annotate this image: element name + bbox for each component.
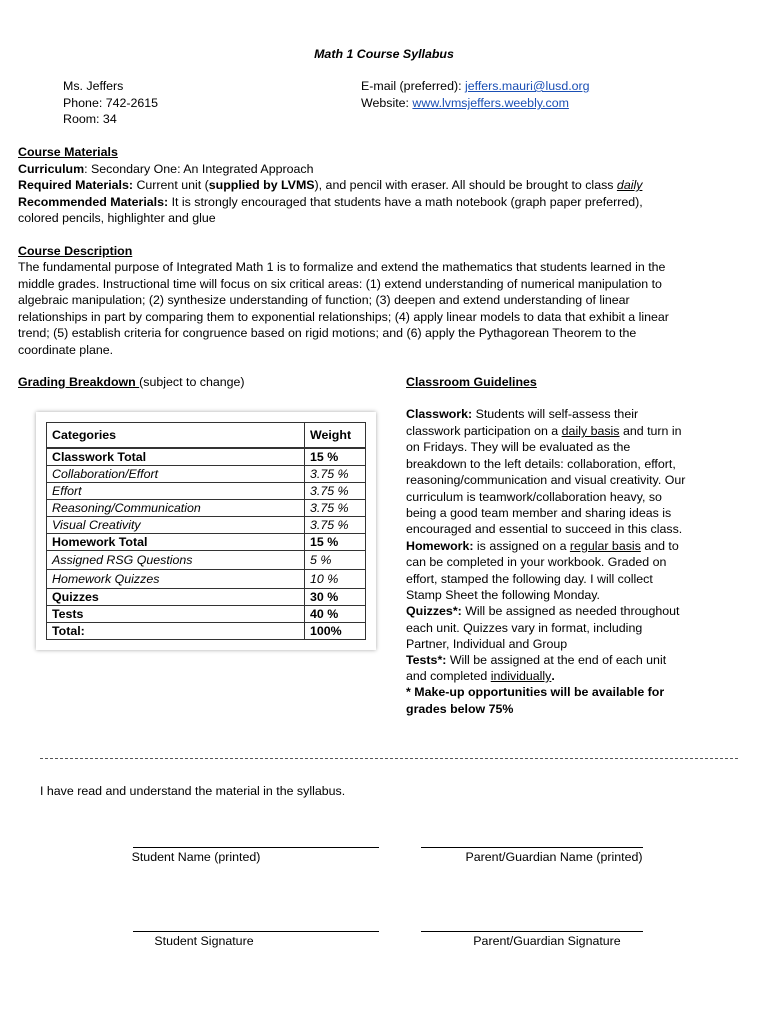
classwork-line: being a good team member and sharing ideas is xyxy=(406,506,672,520)
classwork-line: encouraged and essential to succeed in this class. xyxy=(406,522,683,536)
email-label: E-mail (preferred): xyxy=(361,79,465,93)
teacher-phone: Phone: 742-2615 xyxy=(63,96,159,110)
table-row xyxy=(47,623,366,640)
tests-line xyxy=(406,652,666,669)
weight-cell: 10 % xyxy=(305,570,366,589)
grading-note: (subject to change) xyxy=(139,375,245,389)
table-row xyxy=(47,448,366,466)
email-link[interactable]: jeffers.mauri@lusd.org xyxy=(464,79,590,93)
tests-text: and completed xyxy=(406,669,491,683)
required-line xyxy=(18,177,642,194)
grading-table-container xyxy=(36,412,376,650)
classwork-line: curriculum is teamwork/collaboration heavy, so xyxy=(406,490,662,504)
website-link[interactable]: www.lvmsjeffers.weebly.com xyxy=(412,96,569,110)
table-row xyxy=(47,483,366,500)
makeup-line: grades below 75% xyxy=(406,702,514,716)
description-heading: Course Description xyxy=(18,244,133,258)
weight-cell: 40 % xyxy=(305,606,366,623)
homework-text: is assigned on a xyxy=(473,539,570,553)
description-line: relationships in part by comparing them to exponential relationships; (4) apply linear models to data that exhibit a linear xyxy=(18,310,669,324)
description-line: middle grades. Instructional time will focus on six critical areas: (1) extend understanding of numerical manipulation to xyxy=(18,277,662,291)
materials-heading: Course Materials xyxy=(18,145,118,159)
student-name-label: Student Name (printed) xyxy=(131,850,261,864)
page-title: Math 1 Course Syllabus xyxy=(314,47,454,61)
homework-text: and to xyxy=(640,539,679,553)
category-cell: Visual Creativity xyxy=(47,517,305,534)
email-line xyxy=(361,78,590,95)
table-row xyxy=(47,500,366,517)
parent-name-label: Parent/Guardian Name (printed) xyxy=(465,850,643,864)
table-row xyxy=(47,466,366,483)
table-row xyxy=(47,517,366,534)
quizzes-line: each unit. Quizzes vary in format, including xyxy=(406,621,643,635)
table-header-cell: Categories xyxy=(47,423,305,449)
tear-line-divider xyxy=(40,758,738,759)
curriculum-label: Curriculum xyxy=(18,162,85,176)
table-header-row xyxy=(47,423,366,449)
category-cell: Assigned RSG Questions xyxy=(47,551,305,570)
category-cell: Classwork Total xyxy=(47,448,305,466)
category-cell: Collaboration/Effort xyxy=(47,466,305,483)
weight-cell: 3.75 % xyxy=(305,466,366,483)
required-daily: daily xyxy=(616,178,643,192)
quizzes-text: Will be assigned as needed throughout xyxy=(461,604,680,618)
website-line xyxy=(361,95,569,112)
classwork-text: classwork participation on a xyxy=(406,424,562,438)
description-line: coordinate plane. xyxy=(18,343,114,357)
required-text-2: ), and pencil with eraser. All should be brought to class xyxy=(314,178,617,192)
homework-line: effort, stamped the following day. I will collect xyxy=(406,572,653,586)
grading-heading-line xyxy=(18,374,245,391)
tests-underline: individually xyxy=(490,669,552,683)
homework-line xyxy=(406,538,679,555)
website-label: Website: xyxy=(361,96,413,110)
table-row xyxy=(47,570,366,589)
weight-cell: 15 % xyxy=(305,448,366,466)
parent-signature-line[interactable] xyxy=(421,931,643,932)
weight-cell: 15 % xyxy=(305,534,366,551)
table-row xyxy=(47,551,366,570)
classwork-underline: daily basis xyxy=(561,424,620,438)
category-cell: Reasoning/Communication xyxy=(47,500,305,517)
classwork-line: on Fridays. They will be evaluated as the xyxy=(406,440,631,454)
grading-table xyxy=(46,422,366,640)
description-line: The fundamental purpose of Integrated Math 1 is to formalize and extend the mathematics that students learned in the xyxy=(18,260,666,274)
student-signature-line[interactable] xyxy=(133,931,379,932)
required-bold: supplied by LVMS xyxy=(208,178,315,192)
quizzes-line: Partner, Individual and Group xyxy=(406,637,568,651)
tests-text: Will be assigned at the end of each unit xyxy=(446,653,667,667)
category-cell: Total: xyxy=(47,623,305,640)
required-text-1: Current unit ( xyxy=(133,178,209,192)
makeup-line: * Make-up opportunities will be available for xyxy=(406,685,665,699)
parent-signature-label: Parent/Guardian Signature xyxy=(473,934,621,948)
recommended-text-1: It is strongly encouraged that students have a math notebook (graph paper preferred), xyxy=(168,195,643,209)
student-signature-label: Student Signature xyxy=(154,934,254,948)
classwork-text: and turn in xyxy=(619,424,682,438)
classwork-line xyxy=(406,423,682,440)
acknowledgement-statement: I have read and understand the material in the syllabus. xyxy=(40,784,346,798)
tests-line xyxy=(406,668,555,685)
recommended-line xyxy=(18,194,643,211)
table-row xyxy=(47,606,366,623)
recommended-text-2: colored pencils, highlighter and glue xyxy=(18,211,216,225)
classwork-line: reasoning/communication and visual creativity. Our xyxy=(406,473,686,487)
tests-period: . xyxy=(551,669,555,683)
description-line: trend; (5) establish criteria for congruence based on rigid motions; and (6) apply the Pythagorean Theorem to the xyxy=(18,326,637,340)
table-row xyxy=(47,534,366,551)
weight-cell: 100% xyxy=(305,623,366,640)
category-cell: Homework Quizzes xyxy=(47,570,305,589)
curriculum-line xyxy=(18,161,313,178)
teacher-name: Ms. Jeffers xyxy=(63,79,124,93)
classwork-text: Students will self-assess their xyxy=(472,407,639,421)
weight-cell: 3.75 % xyxy=(305,483,366,500)
category-cell: Effort xyxy=(47,483,305,500)
description-line: algebraic manipulation; (2) synthesize understanding of function; (3) deepen and extend understanding of linear xyxy=(18,293,630,307)
quizzes-label: Quizzes*: xyxy=(406,604,462,618)
homework-line: can be completed in your workbook. Graded on xyxy=(406,555,667,569)
recommended-label: Recommended Materials: xyxy=(18,195,169,209)
table-row xyxy=(47,589,366,606)
weight-cell: 3.75 % xyxy=(305,500,366,517)
category-cell: Quizzes xyxy=(47,589,305,606)
category-cell: Tests xyxy=(47,606,305,623)
grading-heading: Grading Breakdown xyxy=(18,375,140,389)
classwork-line: breakdown to the left details: collaboration, effort, xyxy=(406,457,676,471)
weight-cell: 30 % xyxy=(305,589,366,606)
curriculum-text: : Secondary One: An Integrated Approach xyxy=(84,162,314,176)
tests-label: Tests*: xyxy=(406,653,447,667)
guidelines-heading: Classroom Guidelines xyxy=(406,375,537,389)
quizzes-line xyxy=(406,603,679,620)
homework-label: Homework: xyxy=(406,539,474,553)
teacher-room: Room: 34 xyxy=(63,112,117,126)
required-label: Required Materials: xyxy=(18,178,133,192)
homework-underline: regular basis xyxy=(569,539,641,553)
classwork-label: Classwork: xyxy=(406,407,473,421)
weight-cell: 5 % xyxy=(305,551,366,570)
weight-cell: 3.75 % xyxy=(305,517,366,534)
student-name-line[interactable] xyxy=(133,847,379,848)
category-cell: Homework Total xyxy=(47,534,305,551)
homework-line: Stamp Sheet the following Monday. xyxy=(406,588,601,602)
table-header-cell: Weight xyxy=(305,423,366,449)
parent-name-line[interactable] xyxy=(421,847,643,848)
classwork-line xyxy=(406,406,638,423)
